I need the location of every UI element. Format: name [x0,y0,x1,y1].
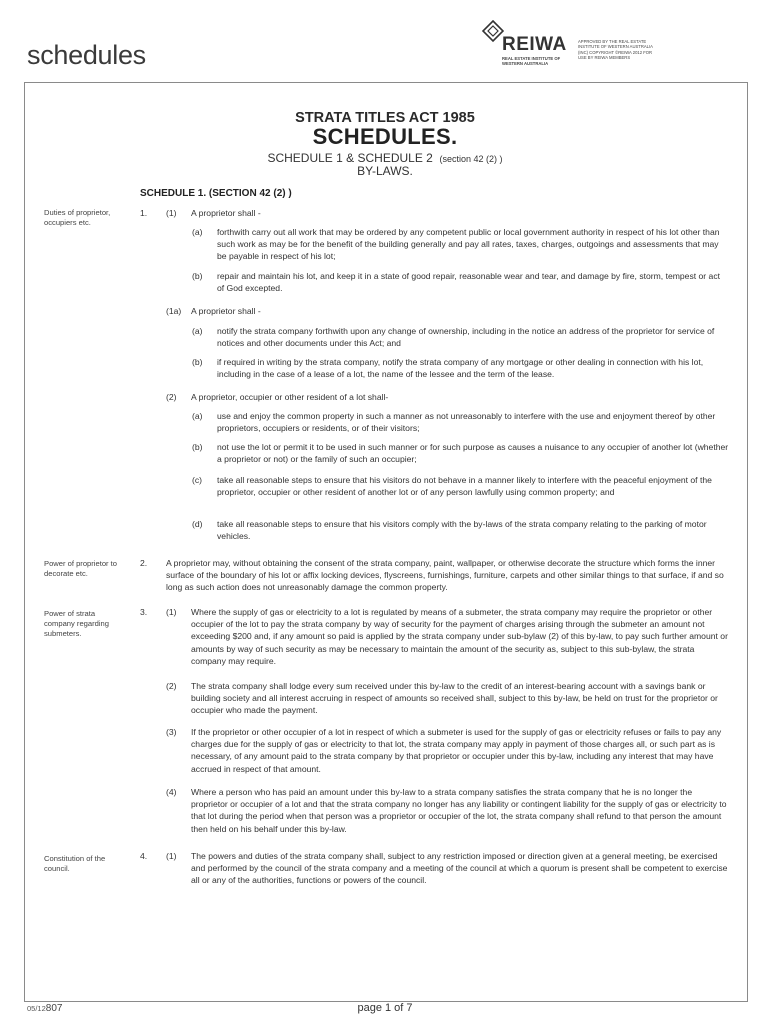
subtitle-section-ref: (section 42 (2) ) [439,154,503,164]
paragraph-letter: (d) [192,519,203,529]
document-subtitle [0,151,770,165]
subtitle-main: SCHEDULE 1 & SCHEDULE 2 [267,151,433,165]
paragraph-text: notify the strata company forthwith upon any change of ownership, including in the notice an address of the proprietor for service of notices and other documents under this Act; and [217,326,715,349]
paragraph-letter: (a) [192,411,203,421]
paragraph-text: forthwith carry out all work that may be ordered by any competent public or local government authority in respect of his lot other than such work as may be for the benefit of the building generally and pay all rates, taxes, charges, outgoings and assessments that may be payable in respect of his lot; [217,227,720,262]
paragraph-text: take all reasonable steps to ensure that his visitors comply with the by-laws of the strata company relating to the parking of motor vehicles. [217,519,707,542]
reiwa-diamond-icon [482,20,504,46]
subclause-number: (3) [166,727,177,737]
clause-number: 3. [140,607,148,617]
subclause-text: Where a person who has paid an amount under this by-law to a strata company satisfies the strata company that he is no longer the proprietor or occupier of a lot and that the strata company no longer has any liability or contingent liability for the supply of gas or electricity to that lot during the period when that person was a proprietor or occupier of the lot, the strata company shall refund to that person the amount then held on his behalf under this by-law. [191,787,727,834]
subclause-text: If the proprietor or other occupier of a lot in respect of which a submeter is used for the supply of gas or electricity refuses or fails to pay any charges due for the supply of gas or electricity to that lot, the strata company may apply in payment of those charges all, or such part as is necessary, of any amount paid to the strata company by that proprietor or occupier under this by-law, including any interest that may have accrued in respect of that amount. [191,727,722,774]
subclause-text: Where the supply of gas or electricity to a lot is regulated by means of a submeter, the strata company may require the proprietor or other occupier of the lot to pay the strata company by way of security for the payment of charges arising through the submeter an amount not exceeding $200 and, if any amount so paid is applied by the strata company under sub-bylaw (2) of this by-law, to pay such further amount or amounts by way of such security as may be necessary to maintain the amount of the security as, subject to this sub-bylaw, the strata company may require. [191,607,728,666]
paragraph-text: repair and maintain his lot, and keep it in a state of good repair, reasonable wear and tear, and damage by fire, storm, tempest or act of God excepted. [217,271,721,294]
subclause-number: (1a) [166,306,182,316]
side-note-council: Constitution of the council. [44,854,106,873]
clause-number: 1. [140,208,148,218]
form-number: 807 [45,1003,63,1014]
paragraph-letter: (c) [192,475,203,485]
reiwa-logo [482,20,652,70]
paragraph-letter: (a) [192,227,203,237]
subclause-text: The strata company shall lodge every sum received under this by-law to the credit of an interest-bearing account with a savings bank or building society and all interest accruing in respect of amounts so received shall, subject to this by-law, be held on trust for the proprietor or occupier who made the payment. [191,681,718,716]
subclause-text: The powers and duties of the strata company shall, subject to any restriction imposed or direction given at a general meeting, be exercised and performed by the council of the strata company and a meeting of the council at which a quorum is present shall be competent to exercise all or any of the authorities, functions or powers of the council. [191,851,728,886]
paragraph-text: if required in writing by the strata company, notify the strata company of any mortgage or other dealing in connection with his lot, including in the case of a lease of a lot, the name of the lessee and the term of the lease. [217,357,704,380]
side-note-decorate: Power of proprietor to decorate etc. [44,559,118,578]
subclause-number: (1) [166,208,177,218]
subclause-number: (2) [166,392,177,402]
paragraph-text: not use the lot or permit it to be used in such manner or for such purpose as causes a nuisance to any occupier of another lot (whether a proprietor or not) or the family of such an occupier; [217,442,729,465]
clause-number: 4. [140,851,148,861]
logo-name: REIWA [502,34,567,55]
subclause-text: A proprietor, occupier or other resident of a lot shall- [191,392,389,402]
schedule-1-heading: SCHEDULE 1. (SECTION 42 (2) ) [140,188,292,199]
side-note-duties: Duties of proprietor, occupiers etc. [44,208,111,227]
subclause-number: (2) [166,681,177,691]
subclause-number: (4) [166,787,177,797]
side-note-submeters: Power of strata company regarding submeters. [44,609,110,638]
subclause-text: A proprietor shall - [191,208,261,218]
clause-text: A proprietor may, without obtaining the consent of the strata company, paint, wallpaper, or otherwise decorate the structure which forms the inner surface of the boundary of his lot or affix locking devices, flyscreens, furnishings, furniture, carpets and other similar things to that surface, if and so long as such action does not unreasonably damage the common property. [166,558,724,593]
page-number: page 1 of 7 [357,1002,413,1014]
paragraph-letter: (a) [192,326,203,336]
paragraph-letter: (b) [192,442,203,452]
paragraph-letter: (b) [192,271,203,281]
logo-approval-text: APPROVED BY THE REAL ESTATE INSTITUTE OF WESTERN AUSTRALIA (INC) COPYRIGHT ©REIWA 2012 FOR USE BY REIWA MEMBERS [578,39,653,61]
form-date: 05/12 [27,1004,46,1013]
paragraph-text: use and enjoy the common property in such a manner as not unreasonably to interfere with the use and enjoyment thereof by other proprietors, occupiers or residents, or of their visitors; [217,411,716,434]
document-title: SCHEDULES. [312,124,458,149]
paragraph-letter: (b) [192,357,203,367]
subclause-number: (1) [166,851,177,861]
page-header-title: schedules [27,40,146,70]
subclause-text: A proprietor shall - [191,306,261,316]
paragraph-text: take all reasonable steps to ensure that his visitors do not behave in a manner likely to interfere with the peaceful enjoyment of the proprietor, occupier or other resident of another lot or of any person lawfully using common property; and [217,475,712,498]
subclause-number: (1) [166,607,177,617]
clause-number: 2. [140,558,148,568]
logo-subtitle: REAL ESTATE INSTITUTE OF WESTERN AUSTRALIA [502,56,561,66]
bylaws-heading: BY-LAWS. [357,164,413,178]
act-title: STRATA TITLES ACT 1985 [295,110,475,126]
